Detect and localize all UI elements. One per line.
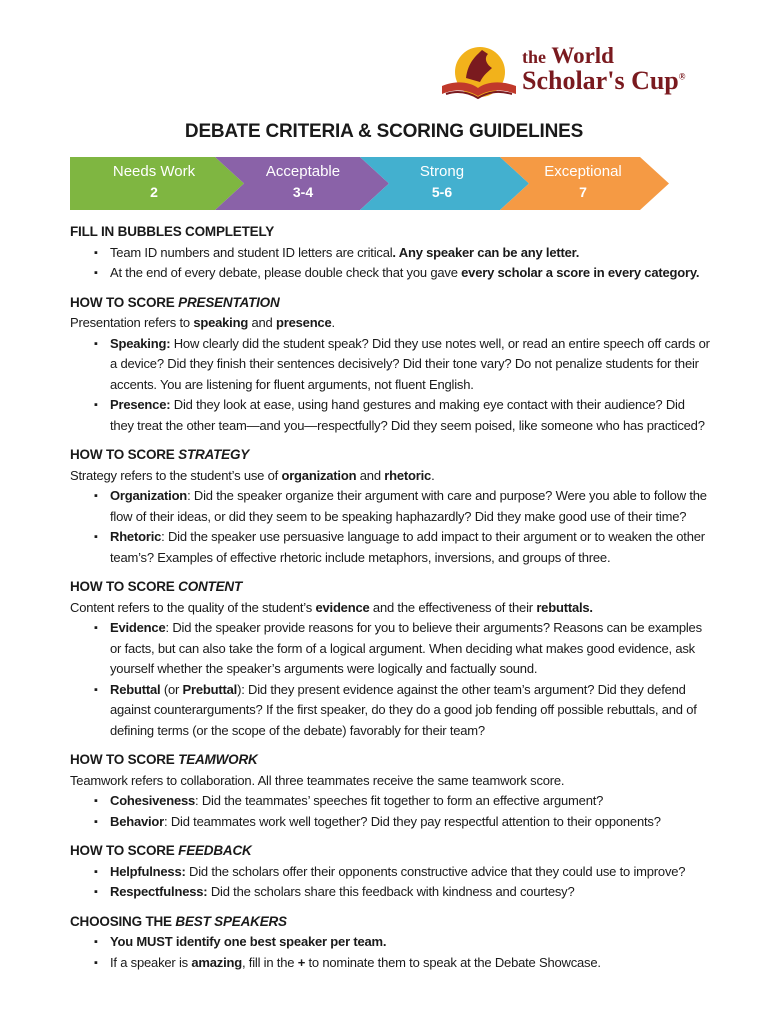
list-item: ▪ Helpfulness: Did the scholars offer their opponents constructive advice that they could use to improve? [70, 862, 710, 883]
section-presentation [70, 293, 710, 437]
list-item: ▪ Rhetoric: Did the speaker use persuasive language to add impact to their argument or to weaken the other team’s? Examples of effective rhetoric include metaphors, inversions, and groups of three. [70, 527, 710, 568]
list-item: ▪ Team ID numbers and student ID letters are critical. Any speaker can be any letter. [70, 243, 710, 264]
score-scale [70, 157, 670, 210]
section-intro: Presentation refers to speaking and presence. [70, 315, 335, 330]
section-feedback [70, 841, 710, 903]
section-heading: CHOOSING THE BEST SPEAKERS [70, 913, 287, 929]
list-item: ▪ You MUST identify one best speaker per team. [70, 932, 710, 953]
section-intro: Strategy refers to the student’s use of organization and rhetoric. [70, 467, 435, 483]
section-heading: HOW TO SCORE PRESENTATION [70, 294, 280, 310]
scale-label-needs-work: Needs Work 2 [112, 163, 196, 200]
section-intro: Content refers to the quality of the student’s evidence and the effectiveness of their rebuttals. [70, 599, 593, 615]
list-item: ▪ Speaking: How clearly did the student speak? Did they use notes well, or read an entire speech off cards or a device? Did they finish their sentences decisively? Did their tone vary? Do not penalize students for their accents. You are listening for fluent arguments, not fluent English. [70, 334, 710, 396]
scale-label-exceptional: Exceptional 7 [544, 163, 622, 200]
logo-emblem-icon [436, 42, 520, 104]
scale-label-acceptable: Acceptable 3-4 [265, 163, 341, 200]
logo-wordmark: the World Scholar's Cup® [522, 43, 686, 95]
scale-label-strong: Strong 5-6 [419, 163, 465, 200]
section-strategy [70, 445, 710, 568]
list-item: ▪ If a speaker is amazing, fill in the + to nominate them to speak at the Debate Showcase. [70, 953, 710, 974]
section-best-speakers [70, 912, 710, 974]
section-intro: Teamwork refers to collaboration. All three teammates receive the same teamwork score. [70, 772, 565, 788]
list-item: ▪ At the end of every debate, please double check that you gave every scholar a score in every category. [70, 263, 710, 284]
list-item: ▪ Behavior: Did teammates work well together? Did they pay respectful attention to their opponents? [70, 812, 710, 833]
section-bubbles [70, 222, 710, 284]
list-item: ▪ Evidence: Did the speaker provide reasons for you to believe their arguments? Reasons can be examples or facts, but can also take the form of a logical argument. When deciding what makes good evidence, ask yourself whether the speaker’s arguments were logically and factually sound. [70, 618, 710, 680]
list-item: ▪ Organization: Did the speaker organize their argument with care and purpose? Were you able to follow the flow of their ideas, or did they seem to be speaking haphazardly? Did they make good use of their time? [70, 486, 710, 527]
section-teamwork [70, 750, 710, 832]
list-item: ▪ Rebuttal (or Prebuttal): Did they present evidence against the other team’s argument? Did they defend against counterarguments? If the first speaker, do they do a good job fending off possible rebuttals, and of defining terms (or the scope of the debate) favorably for their team? [70, 680, 710, 742]
section-heading: HOW TO SCORE CONTENT [70, 579, 243, 594]
guidelines-content [70, 222, 710, 982]
section-heading: FILL IN BUBBLES COMPLETELY [70, 224, 275, 239]
list-item: ▪ Respectfulness: Did the scholars share this feedback with kindness and courtesy? [70, 882, 710, 903]
section-heading: HOW TO SCORE TEAMWORK [70, 752, 258, 767]
list-item: ▪ Presence: Did they look at ease, using hand gestures and making eye contact with their audience? Did they treat the other team—and you—respectfully? Did they seem poised, like someone who has practiced? [70, 395, 710, 436]
section-heading: HOW TO SCORE FEEDBACK [70, 843, 252, 858]
section-content [70, 577, 710, 741]
section-heading: HOW TO SCORE STRATEGY [70, 447, 250, 462]
list-item: ▪ Cohesiveness: Did the teammates’ speeches fit together to form an effective argument? [70, 791, 710, 812]
logo [436, 42, 704, 104]
page-title: DEBATE CRITERIA & SCORING GUIDELINES [184, 121, 584, 142]
